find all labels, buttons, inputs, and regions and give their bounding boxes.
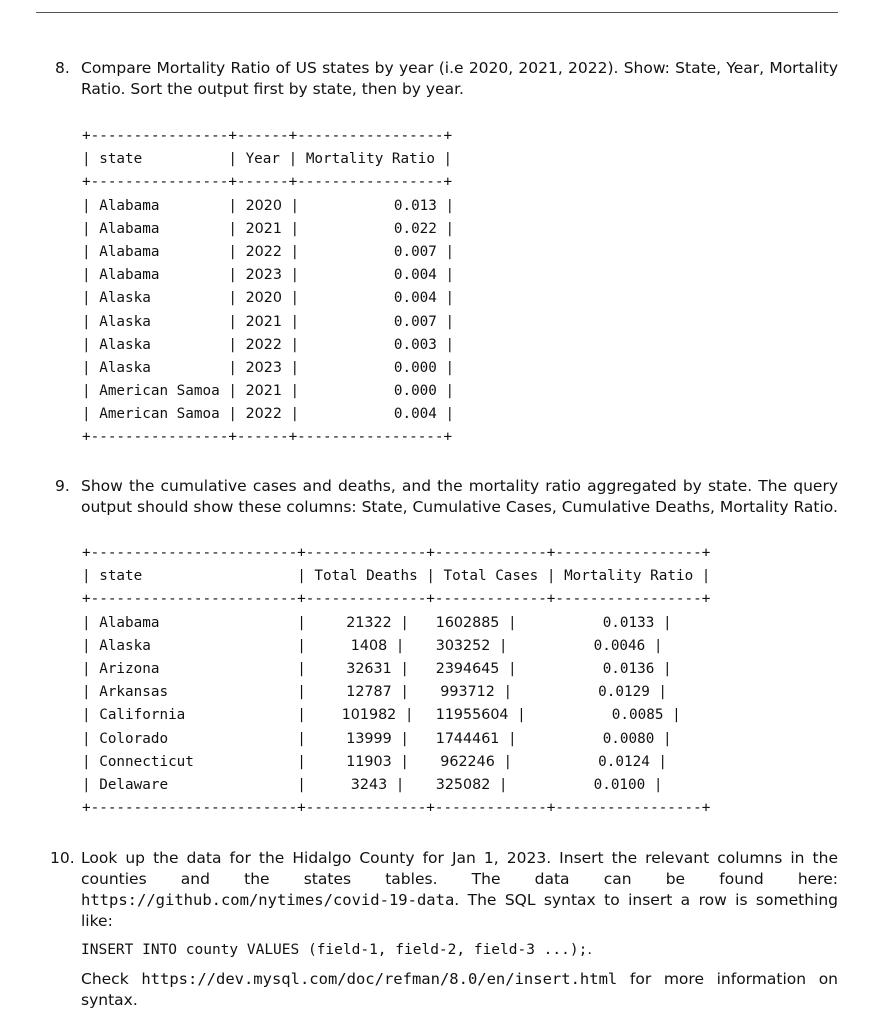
table-cell: Alabama [99, 614, 289, 631]
table-cell: 325082 [413, 776, 491, 793]
table-cell: 0.004 [307, 267, 437, 284]
sql-insert-example: INSERT INTO county VALUES (field-1, field-2, field-3 ...);. [81, 942, 592, 958]
table-cell: 2022 [245, 243, 282, 260]
question-number: 10. [50, 849, 75, 867]
question-number: 9. [55, 477, 70, 495]
question-text: Compare Mortality Ratio of US states by year (i.e 2020, 2021, 2022). Show: State, Year, Mortality Ratio. Sort the output first by state, then by year. [81, 59, 838, 98]
table-row: | Arizona | 32631 | 2394645 | 0.0136 | [82, 660, 672, 677]
table-cell: 0.0046 [516, 637, 646, 654]
table-border: +------------------------+--------------+-------------+-----------------+ [82, 591, 711, 608]
table-border: +------------------------+--------------+-------------+-----------------+ [82, 800, 711, 817]
table-cell: Alabama [99, 220, 220, 237]
table-cell: 32631 [314, 660, 392, 677]
table-cell: 12787 [314, 684, 392, 701]
table-row: | Colorado | 13999 | 1744461 | 0.0080 | [82, 730, 672, 747]
top-rule [36, 12, 838, 13]
table-border: +----------------+------+-----------------+ [82, 128, 453, 144]
column-header: Mortality Ratio [564, 568, 694, 585]
column-header: Total Cases [443, 568, 539, 585]
table-cell: 1408 [314, 637, 388, 654]
table-header: | state | Year | Mortality Ratio | [82, 151, 453, 168]
table-cell: 2023 [245, 359, 282, 376]
table-row: | Alaska | 2022 | 0.003 | [82, 336, 455, 353]
table-cell: Alabama [99, 267, 220, 284]
table-cell: 11955604 [422, 707, 509, 724]
table-cell: 101982 [314, 707, 397, 724]
table-border: +------------------------+--------------+-------------+-----------------+ [82, 545, 711, 561]
table-row: | Alabama | 2021 | 0.022 | [82, 220, 455, 237]
column-header: state [99, 151, 220, 168]
syntax-reference: Check https://dev.mysql.com/doc/refman/8.0/en/insert.html for more information on syntax. [81, 970, 839, 1009]
table-cell: 993712 [417, 684, 495, 701]
table-cell: 0.013 [307, 197, 437, 214]
question-8 [55, 58, 838, 100]
column-header: state [99, 568, 289, 585]
question-text: Show the cumulative cases and deaths, and the mortality ratio aggregated by state. The query output should show these columns: State, Cumulative Cases, Cumulative Deaths, Mortality Ratio. [81, 477, 838, 516]
table-cell: 2020 [245, 290, 282, 307]
table-row: | Alaska | 1408 | 303252 | 0.0046 | [82, 637, 663, 654]
column-header: Mortality Ratio [305, 151, 435, 168]
table-cell: American Samoa [99, 406, 220, 423]
mortality-by-year-table [82, 125, 454, 450]
table-cell: 11903 [314, 753, 392, 770]
table-cell: 3243 [314, 776, 388, 793]
mysql-insert-doc-link[interactable]: https://dev.mysql.com/doc/refman/8.0/en/insert.html [141, 970, 618, 988]
table-cell: California [99, 707, 289, 724]
table-row: | Alabama | 2022 | 0.007 | [82, 243, 455, 260]
table-row: | Alabama | 21322 | 1602885 | 0.0133 | [82, 614, 672, 631]
nytimes-data-link[interactable]: https://github.com/nytimes/covid-19-data [81, 891, 455, 909]
table-cell: 962246 [417, 753, 495, 770]
table-cell: 0.000 [307, 359, 437, 376]
table-cell: Delaware [99, 776, 289, 793]
table-cell: 0.0136 [525, 660, 655, 677]
table-cell: Alaska [99, 336, 220, 353]
table-row: | American Samoa | 2021 | 0.000 | [82, 383, 455, 400]
table-cell: 0.0100 [516, 776, 646, 793]
table-cell: Alaska [99, 290, 220, 307]
table-cell: 1602885 [417, 614, 500, 631]
question-number: 8. [55, 59, 70, 77]
question-text: Look up the data for the Hidalgo County for Jan 1, 2023. Insert the relevant columns in the counties and the states tables. The data can be found here: https://github.com/nytimes/covid-19-data. The SQL syntax to insert a row is something like: [81, 849, 838, 930]
table-cell: 2022 [245, 336, 282, 353]
table-row: | Delaware | 3243 | 325082 | 0.0100 | [82, 776, 663, 793]
table-row: | American Samoa | 2022 | 0.004 | [82, 406, 455, 423]
table-cell: 0.004 [307, 406, 437, 423]
table-cell: Alaska [99, 359, 220, 376]
table-cell: Arkansas [99, 684, 289, 701]
table-cell: 1744461 [417, 730, 500, 747]
table-cell: 2021 [245, 313, 282, 330]
table-cell: 0.007 [307, 313, 437, 330]
table-cell: Alaska [99, 637, 289, 654]
table-cell: Arizona [99, 660, 289, 677]
column-header: Year [245, 151, 280, 168]
table-border: +----------------+------+-----------------+ [82, 174, 453, 191]
table-row: | Alaska | 2023 | 0.000 | [82, 359, 455, 376]
table-cell: 0.003 [307, 336, 437, 353]
table-row: | Alabama | 2023 | 0.004 | [82, 267, 455, 284]
table-cell: 2394645 [417, 660, 500, 677]
table-cell: 303252 [413, 637, 491, 654]
table-cell: 0.0129 [520, 684, 650, 701]
table-cell: 2021 [245, 383, 282, 400]
table-row: | California | 101982 | 11955604 | 0.0085 | [82, 707, 681, 724]
table-row: | Arkansas | 12787 | 993712 | 0.0129 | [82, 684, 668, 701]
table-cell: 0.0124 [520, 753, 650, 770]
table-border: +----------------+------+-----------------+ [82, 429, 453, 446]
table-cell: 0.0080 [525, 730, 655, 747]
table-cell: 2021 [245, 220, 282, 237]
table-cell: 13999 [314, 730, 392, 747]
cumulative-by-state-table [82, 542, 710, 820]
column-header: Total Deaths [314, 568, 418, 585]
table-header: | state | Total Deaths | Total Cases | Mortality Ratio | [82, 568, 711, 585]
table-cell: 2023 [245, 267, 282, 284]
table-row: | Alaska | 2021 | 0.007 | [82, 313, 455, 330]
table-cell: 0.0085 [534, 707, 664, 724]
table-cell: 0.022 [307, 220, 437, 237]
table-cell: 2020 [245, 197, 282, 214]
table-row: | Alabama | 2020 | 0.013 | [82, 197, 455, 214]
table-cell: Alabama [99, 243, 220, 260]
question-9 [55, 476, 838, 518]
table-cell: 0.000 [307, 383, 437, 400]
table-cell: 0.007 [307, 243, 437, 260]
table-cell: 0.0133 [525, 614, 655, 631]
table-cell: Alabama [99, 197, 220, 214]
table-row: | Alaska | 2020 | 0.004 | [82, 290, 455, 307]
table-row: | Connecticut | 11903 | 962246 | 0.0124 | [82, 753, 668, 770]
table-cell: American Samoa [99, 383, 220, 400]
table-cell: 0.004 [307, 290, 437, 307]
table-cell: 2022 [245, 406, 282, 423]
question-10 [50, 848, 838, 1011]
table-cell: Connecticut [99, 753, 289, 770]
table-cell: Alaska [99, 313, 220, 330]
table-cell: 21322 [314, 614, 392, 631]
table-cell: Colorado [99, 730, 289, 747]
